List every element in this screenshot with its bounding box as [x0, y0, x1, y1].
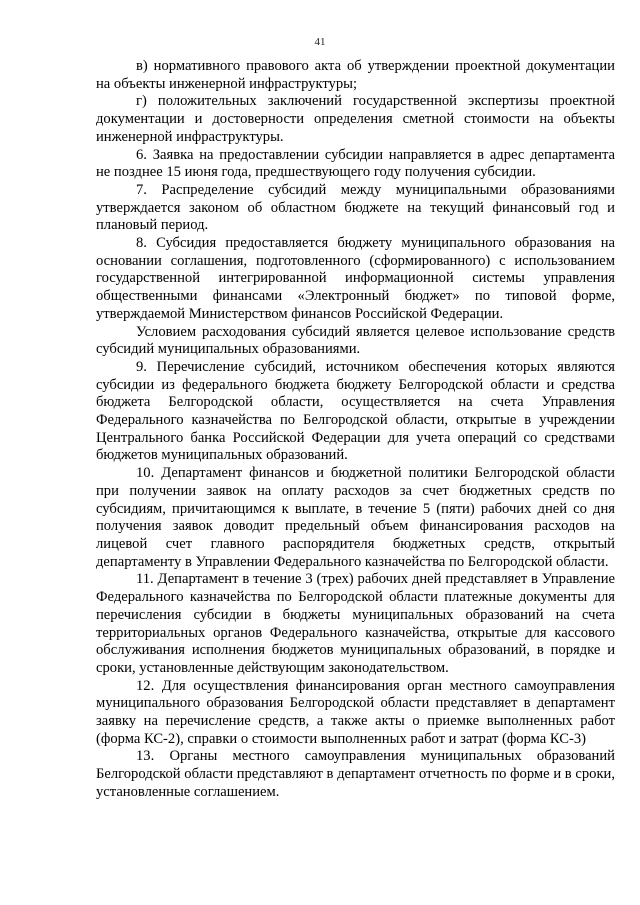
paragraph-6: 6. Заявка на предоставлении субсидии направляется в адрес департамента не позднее 15 июня года, предшествующего году получения субсидии.: [96, 146, 615, 181]
paragraph-10: 10. Департамент финансов и бюджетной политики Белгородской области при получении заявок на оплату расходов за счет бюджетных средств по субсидиям, причитающимся к выплате, в течение 5 (пяти) рабочих дней со дня получения заявок доводит предельный объем финансирования расходов на лицевой счет главного распорядителя бюджетных средств, открытый департаменту в Управлении Федерального казначейства по Белгородской области.: [96, 465, 615, 570]
document-body: [96, 58, 615, 802]
paragraph-8: 8. Субсидия предоставляется бюджету муниципального образования на основании соглашения, подготовленного (сформированного) с использованием государственной интегрированной информационной системы управления общественными финансами «Электронный бюджет» по типовой форме, утверждаемой Министерством финансов Российской Федерации.: [96, 235, 615, 322]
paragraph-13: 13. Органы местного самоуправления муниципальных образований Белгородской области представляют в департамент отчетность по форме и в сроки, установленные соглашением.: [96, 748, 615, 800]
paragraph-11: 11. Департамент в течение 3 (трех) рабочих дней представляет в Управление Федерального казначейства по Белгородской области платежные документы для перечисления субсидии в бюджеты муниципальных образований на счета территориальных органов Федерального казначейства, открытые для кассового обслуживания исполнения бюджетов муниципальных образований, в порядке и сроки, установленные действующим законодательством.: [96, 571, 615, 676]
page-number: 41: [314, 36, 326, 48]
paragraph-v: в) нормативного правового акта об утверждении проектной документации на объекты инженерной инфраструктуры;: [96, 58, 615, 92]
paragraph-g: г) положительных заключений государственной экспертизы проектной документации и достоверности определения сметной стоимости на объекты инженерной инфраструктуры.: [96, 93, 615, 145]
paragraph-7: 7. Распределение субсидий между муниципальными образованиями утверждается законом об областном бюджете на текущий финансовый год и плановый период.: [96, 181, 615, 234]
paragraph-8-condition: Условием расходования субсидий является целевое использование средств субсидий муниципальных образованиями.: [96, 323, 615, 358]
paragraph-12: 12. Для осуществления финансирования орган местного самоуправления муниципального образования Белгородской области представляет в департамент заявку на перечисление средств, а также акты о приемке выполненных работ (форма КС-2), справки о стоимости выполненных работ и затрат (форма КС-3): [96, 677, 615, 747]
paragraph-9: 9. Перечисление субсидий, источником обеспечения которых являются субсидии из федерального бюджета бюджету Белгородской области и средства бюджета Белгородской области, осуществляется на счета Управления Федерального казначейства по Белгородской области, открытые в учреждении Центрального банка Российской Федерации для учета операций со средствами бюджетов муниципальных образований.: [96, 358, 615, 464]
